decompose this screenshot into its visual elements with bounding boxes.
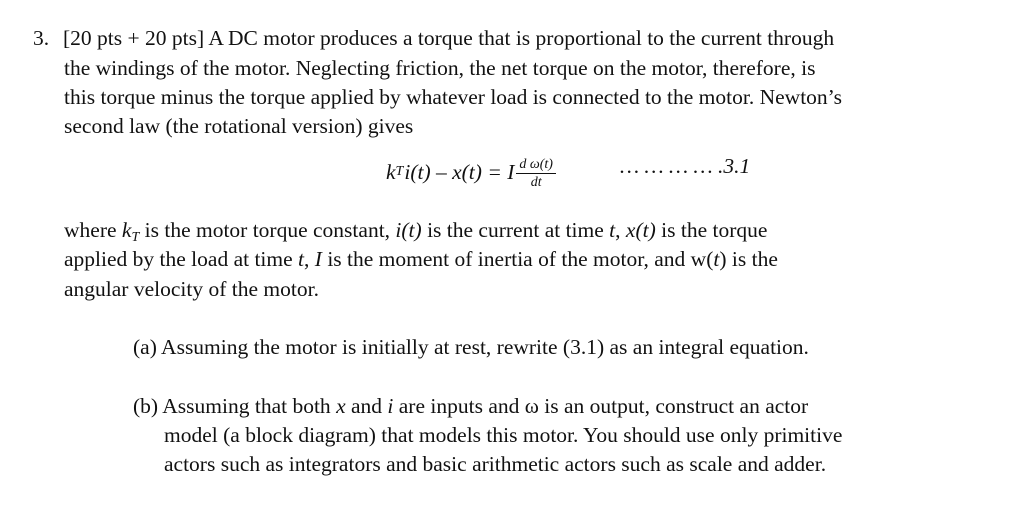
eq-frac-numerator: d ω(t) bbox=[516, 156, 556, 174]
part-b-line-2: model (a block diagram) that models this motor. You should use only primitive bbox=[164, 423, 843, 447]
problem-line-2: the windings of the motor. Neglecting friction, the net torque on the motor, therefore, is bbox=[64, 56, 816, 80]
eq-k-subscript: T bbox=[395, 164, 404, 179]
part-b-line-1: (b) Assuming that both x and i are inputs and ω is an output, construct an actor bbox=[133, 394, 809, 418]
eq-fraction bbox=[516, 156, 556, 192]
problem-line-4: second law (the rotational version) gives bbox=[64, 114, 414, 138]
where-line-2: applied by the load at time t, I is the moment of inertia of the motor, and w(t) is the bbox=[64, 247, 778, 271]
problem-line-3: this torque minus the torque applied by whatever load is connected to the motor. Newton’s bbox=[64, 85, 843, 109]
where-line-1: where $k_T$ is the motor torque constant, i(t) is the current at time t, x(t) is the torque bbox=[64, 218, 768, 245]
eq-frac-denominator: dt bbox=[530, 175, 542, 190]
equation-3-1 bbox=[386, 152, 558, 192]
part-a: (a) Assuming the motor is initially at rest, rewrite (3.1) as an integral equation. bbox=[133, 335, 809, 359]
problem-line-1: [20 pts + 20 pts] A DC motor produces a torque that is proportional to the current through bbox=[63, 26, 835, 50]
eq-k: k bbox=[386, 159, 396, 184]
where-line-3: angular velocity of the motor. bbox=[64, 277, 319, 301]
problem-number: 3. bbox=[33, 26, 50, 50]
part-b-line-3: actors such as integrators and basic arithmetic actors such as scale and adder. bbox=[164, 452, 827, 476]
eq-lhs: i(t) – x(t) = I bbox=[404, 159, 515, 184]
equation-label: … … … … .3.1 bbox=[620, 154, 751, 178]
